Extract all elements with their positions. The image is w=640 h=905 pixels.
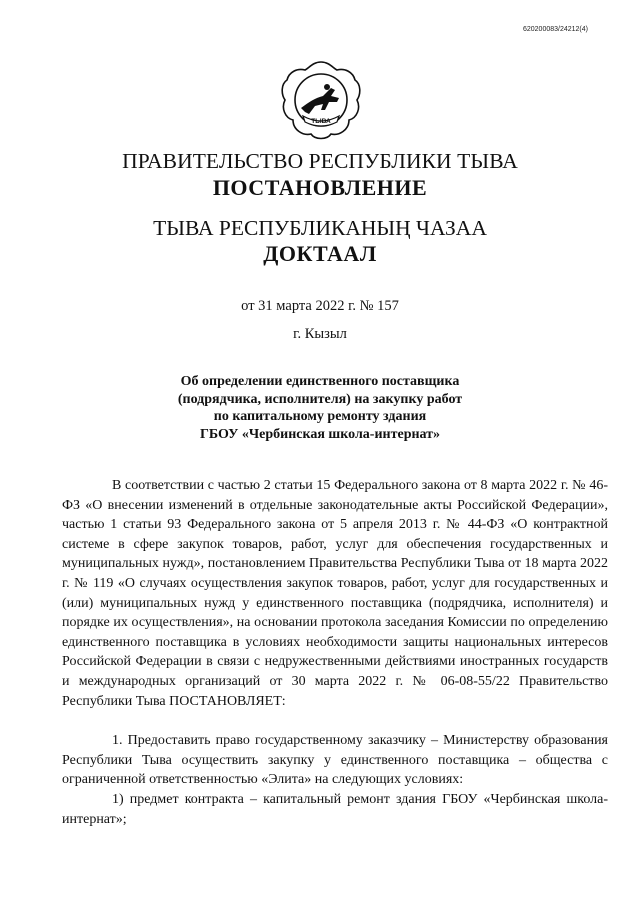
emblem-text: ТЫВА xyxy=(311,118,331,125)
decree-title-tyv: ДОКТААЛ xyxy=(263,241,377,266)
government-title-tyv: ТЫВА РЕСПУБЛИКАНЫҢ ЧАЗАА xyxy=(153,216,487,240)
document-body xyxy=(62,476,608,829)
decree-title-ru: ПОСТАНОВЛЕНИЕ xyxy=(212,175,428,200)
title-line: ГБОУ «Чербинская школа-интернат» xyxy=(199,426,441,442)
clause-1-item-1-paragraph: 1) предмет контракта – капитальный ремонт здания ГБОУ «Чербинская школа-интернат»; xyxy=(62,791,608,827)
date-line: от 31 марта 2022 г. № 157 xyxy=(241,298,399,314)
preamble-paragraph: В соответствии с частью 2 статьи 15 Федерального закона от 8 марта 2022 г. № 46-ФЗ «О внесении изменений в отдельные законодательные акты Российской Федерации», частью 1 статьи 93 Федерального закона от 5 апреля 2013 г. № 44-ФЗ «О контрактной системе в сфере закупок товаров, работ, услуг для обеспечения государственных и муниципальных нужд», постановлением Правительства Республики Тыва от 18 марта 2022 г. № 119 «О случаях осуществления закупок товаров, работ, услуг для государственных и (или) муниципальных нужд у единственного поставщика (подрядчика, исполнителя) и порядке их осуществления», на основании протокола заседания Комиссии по определению единственного поставщика в условиях необходимости защиты национальных интересов Российской Федерации в связи с недружественными действиями иностранных государств и международных организаций от 30 марта 2022 г. № 06-08-55/22 Правительство Республики Тыва ПОСТАНОВЛЯЕТ: xyxy=(62,478,608,709)
document-title xyxy=(120,373,520,443)
city: г. Кызыл xyxy=(293,326,347,342)
tuva-coat-of-arms-icon xyxy=(279,58,363,144)
title-line: по капитальному ремонту здания xyxy=(213,409,427,424)
document-id: 620200083/24212(4) xyxy=(522,26,588,33)
title-line: (подрядчика, исполнителя) на закупку работ xyxy=(177,391,463,407)
title-line: Об определении единственного поставщика xyxy=(180,374,460,389)
government-title-ru: ПРАВИТЕЛЬСТВО РЕСПУБЛИКИ ТЫВА xyxy=(122,149,518,173)
clause-1-paragraph: 1. Предоставить право государственному заказчику – Министерству образования Республики Тыва осуществить закупку у единственного поставщика – общества с ограниченной ответственностью «Элита» на следующих условиях: xyxy=(62,733,608,788)
